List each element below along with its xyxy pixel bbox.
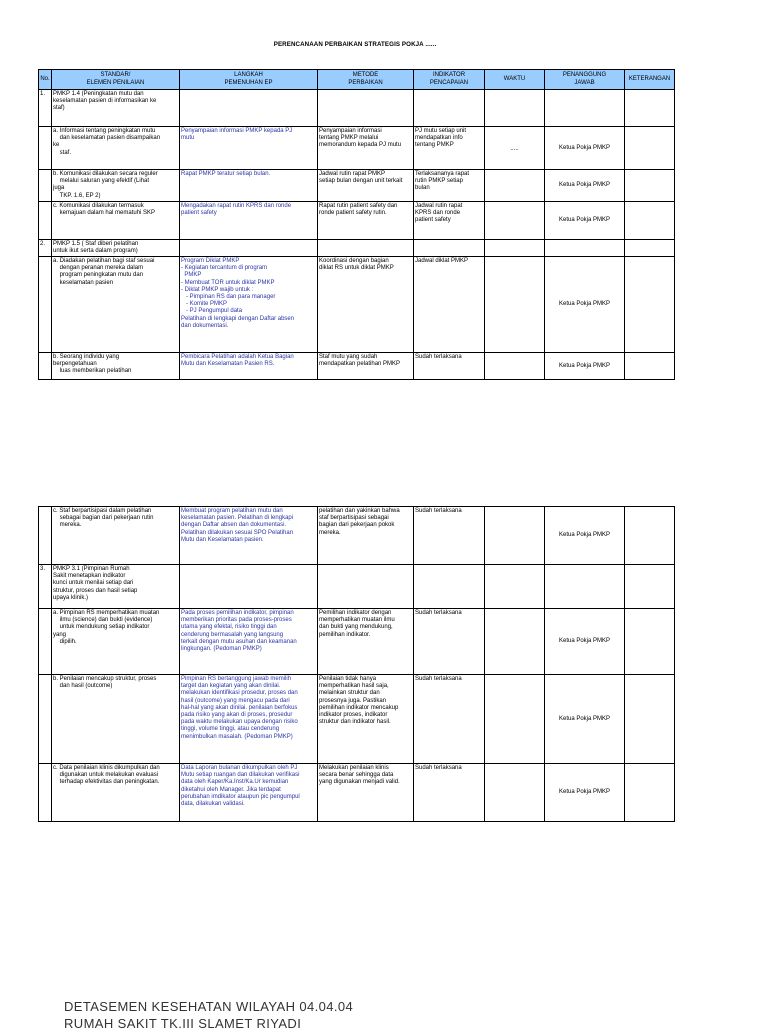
- cell-penanggung-jawab: [545, 90, 625, 127]
- cell-langkah: Penyampaian informasi PMKP kepada PJ mutu: [180, 127, 318, 170]
- cell-keterangan: [625, 609, 675, 675]
- cell-penanggung-jawab: Ketua Pokja PMKP: [545, 170, 625, 202]
- cell-keterangan: [625, 170, 675, 202]
- table-row: [39, 240, 675, 257]
- table-row: [39, 675, 675, 764]
- table-row: [39, 127, 675, 170]
- cell-langkah: Mengadakan rapat rutin KPRS dan ronde patient safety: [180, 202, 318, 240]
- cell-langkah: Pada proses pemilihan indikator, pimpinan memberikan prioritas pada proses-proses utama yang efektal, risiko tinggi dan cenderung bermasalah yang langsung terkait dengan mutu asuhan dan keamanan lingkungan. (Pedoman PMKP): [180, 609, 318, 675]
- cell-waktu: .....: [485, 127, 545, 170]
- cell-no: [39, 170, 52, 202]
- cell-penanggung-jawab: [545, 240, 625, 257]
- cell-langkah: Pimpinan RS bertanggung jawab memilih target dan kegiatan yang akan dinilai. melakukan identifikasi prosedur, proses dan hasil (outcome) yang mengacu pada dari hal-hal yang akan dinilai. penilaian berfokus pada risiko yang akan di proses, prosedur pada waktu melakukan upaya dengan risiko tinggi, volume tinggi, atau cenderung menimbulkan masalah. (Pedoman PMKP): [180, 675, 318, 764]
- cell-penanggung-jawab: Ketua Pokja PMKP: [545, 353, 625, 380]
- cell-keterangan: [625, 90, 675, 127]
- cell-standar: c. Komunikasi dilakukan termasuk kemajuan dalam hal mematuhi SKP: [52, 202, 180, 240]
- cell-penanggung-jawab: Ketua Pokja PMKP: [545, 202, 625, 240]
- cell-keterangan: [625, 507, 675, 565]
- cell-langkah: [180, 240, 318, 257]
- cell-metode: Koordinasi dengan bagian diklat RS untuk diklat PMKP: [318, 257, 414, 353]
- cell-waktu: [485, 170, 545, 202]
- cell-waktu: [485, 565, 545, 609]
- cell-indikator: Terlaksananya rapat rutin PMKP setiap bulan: [414, 170, 485, 202]
- cell-no: [39, 127, 52, 170]
- cell-keterangan: [625, 675, 675, 764]
- header-waktu: WAKTU: [485, 70, 545, 90]
- cell-keterangan: [625, 202, 675, 240]
- footer-institution-line-1: DETASEMEN KESEHATAN WILAYAH 04.04.04: [64, 999, 354, 1014]
- cell-waktu: [485, 764, 545, 822]
- cell-standar: a. Diadakan pelatihan bagi staf sesuai dengan peranan mereka dalam program peningkatan mutu dan keselamatan pasien: [52, 257, 180, 353]
- cell-no: [39, 507, 52, 565]
- cell-penanggung-jawab: Ketua Pokja PMKP: [545, 127, 625, 170]
- cell-metode: Penilaian tidak hanya memperhatikan hasil saja, melainkan struktur dan prosesnya juga. Pastikan pemilihan indikator mencakup indikator proses, indikator struktur dan indikator hasil.: [318, 675, 414, 764]
- cell-penanggung-jawab: Ketua Pokja PMKP: [545, 507, 625, 565]
- header-penanggung-jawab: PENANGGUNG JAWAB: [545, 70, 625, 90]
- cell-metode: Rapat rutin patient safety dan ronde patient safety rutin.: [318, 202, 414, 240]
- cell-keterangan: [625, 353, 675, 380]
- header-metode: METODE PERBAIKAN: [318, 70, 414, 90]
- cell-metode: Staf mutu yang sudah mendapatkan pelatihan PMKP: [318, 353, 414, 380]
- cell-indikator: [414, 565, 485, 609]
- cell-penanggung-jawab: Ketua Pokja PMKP: [545, 257, 625, 353]
- cell-penanggung-jawab: Ketua Pokja PMKP: [545, 675, 625, 764]
- cell-indikator: PJ mutu setiap unit mendapatkan info tentang PMKP: [414, 127, 485, 170]
- table-row: [39, 507, 675, 565]
- cell-no: [39, 764, 52, 822]
- cell-waktu: [485, 353, 545, 380]
- cell-standar: PMKP 3.1 (Pimpinan Rumah Sakit menetapkan indikator kunci untuk menilai setiap dari struktur, proses dan hasil setiap upaya klinik.): [52, 565, 180, 609]
- cell-standar: PMKP 1.4 (Peningkatan mutu dan keselamatan pasien di informasikan ke staf): [52, 90, 180, 127]
- cell-standar: c. Data penilaian klinis dikumpulkan dan digunakan untuk melakukan evaluasi terhadap efektivitas dan peningkatan.: [52, 764, 180, 822]
- cell-langkah: Membuat program pelatihan mutu dan keselamatan pasien. Pelatihan di lengkapi dengan Daftar absen dan dokumentasi. Pelatihan dilakukan sesuai SPO Pelatihan Mutu dan Keselamatan pasien.: [180, 507, 318, 565]
- cell-indikator: Sudah terlaksana: [414, 764, 485, 822]
- table-row: [39, 353, 675, 380]
- plan-table-part-1: [38, 69, 675, 380]
- cell-langkah: [180, 90, 318, 127]
- cell-metode: [318, 240, 414, 257]
- cell-keterangan: [625, 240, 675, 257]
- cell-waktu: [485, 202, 545, 240]
- cell-standar: b. Penilaian mencakup struktur, proses dan hasil (outcome): [52, 675, 180, 764]
- cell-no: [39, 257, 52, 353]
- cell-waktu: [485, 675, 545, 764]
- cell-indikator: Sudah terlaksana: [414, 507, 485, 565]
- cell-waktu: [485, 257, 545, 353]
- cell-standar: a. Pimpinan RS memperhatikan muatan ilmu (science) dan bukti (evidence) untuk mendukung setiap indikator yang dipilih.: [52, 609, 180, 675]
- cell-keterangan: [625, 127, 675, 170]
- cell-no: [39, 675, 52, 764]
- header-standar: STANDAR/ ELEMEN PENILAIAN: [52, 70, 180, 90]
- table-row: [39, 764, 675, 822]
- table-row: [39, 257, 675, 353]
- cell-standar: a. Informasi tentang peningkatan mutu dan keselamatan pasien disampaikan ke staf.: [52, 127, 180, 170]
- header-no: No.: [39, 70, 52, 90]
- cell-no: [39, 609, 52, 675]
- cell-indikator: Sudah terlaksana: [414, 609, 485, 675]
- table-row: [39, 90, 675, 127]
- cell-indikator: Sudah terlaksana: [414, 353, 485, 380]
- cell-indikator: Jadwal rutin rapat KPRS dan ronde patient safety: [414, 202, 485, 240]
- cell-no: [39, 202, 52, 240]
- page-title: PERENCANAAN PERBAIKAN STRATEGIS POKJA ......: [273, 41, 437, 48]
- header-langkah: LANGKAH PEMENUHAN EP: [180, 70, 318, 90]
- cell-indikator: [414, 90, 485, 127]
- cell-indikator: Jadwal diklat PMKP: [414, 257, 485, 353]
- cell-penanggung-jawab: [545, 565, 625, 609]
- cell-standar: c. Staf berpartisipasi dalam pelatihan sebagai bagian dari pekerjaan rutin mereka.: [52, 507, 180, 565]
- cell-standar: PMKP 1.5 ( Staf diberi pelatihan untuk ikut serta dalam program): [52, 240, 180, 257]
- cell-langkah: Data Laporan bulanan dikumpulkan oleh PJ Mutu setiap ruangan dan dilakukan verifikasi data oleh Kaper/Ka.Inst/Ka.Ur kemudian diketahui oleh Manager. Jika terdapat perubahan imdikator ataupun pic pengumpul data, dilakukan validasi.: [180, 764, 318, 822]
- cell-langkah: Rapat PMKP teratur setiap bulan.: [180, 170, 318, 202]
- cell-metode: [318, 90, 414, 127]
- cell-penanggung-jawab: Ketua Pokja PMKP: [545, 764, 625, 822]
- header-indikator: INDIKATOR PENCAPAIAN: [414, 70, 485, 90]
- table-row: [39, 170, 675, 202]
- cell-standar: b. Komunikasi dilakukan secara reguler melalui saluran yang efektif (Lihat juga TKP. 1.6, EP 2): [52, 170, 180, 202]
- cell-standar: b. Seorang individu yang berpengetahuan luas memberikan pelatihan: [52, 353, 180, 380]
- cell-waktu: [485, 507, 545, 565]
- table-row: [39, 609, 675, 675]
- cell-keterangan: [625, 257, 675, 353]
- cell-keterangan: [625, 565, 675, 609]
- cell-waktu: [485, 90, 545, 127]
- header-keterangan: KETERANGAN: [625, 70, 675, 90]
- cell-penanggung-jawab: Ketua Pokja PMKP: [545, 609, 625, 675]
- cell-metode: pelatihan dan yakinkan bahwa staf berpartisipasi sebagai bagian dari pekerjaan pokok mereka.: [318, 507, 414, 565]
- cell-waktu: [485, 240, 545, 257]
- cell-metode: [318, 565, 414, 609]
- plan-table-part-2: [38, 506, 675, 822]
- cell-indikator: [414, 240, 485, 257]
- cell-langkah: [180, 565, 318, 609]
- cell-langkah: Program Diklat PMKP - Kegiatan tercantum di program PMKP - Membuat TOR untuk diklat PMKP - Diklat PMKP wajib untuk : - Pimpinan RS dan para manager - Komite PMKP - PJ Pengumpul data Pelatihan di lengkapi dengan Daftar absen dan dokumentasi.: [180, 257, 318, 353]
- cell-indikator: Sudah terlaksana: [414, 675, 485, 764]
- cell-metode: Jadwal rutin rapat PMKP setiap bulan dengan unit terkait: [318, 170, 414, 202]
- cell-keterangan: [625, 764, 675, 822]
- cell-metode: Pemilihan indikator dengan memperhatikan muatan ilmu dan bukti yang mendukung, pemilihan indikator.: [318, 609, 414, 675]
- cell-metode: Melakukan penilaian klinis secara benar sehingga data yang digunakan menjadi valid.: [318, 764, 414, 822]
- cell-no: 2.: [39, 240, 52, 257]
- cell-no: [39, 353, 52, 380]
- cell-langkah: Pembicara Pelatihan adalah Ketua Bagian Mutu dan Keselamatan Pasien RS.: [180, 353, 318, 380]
- cell-metode: Penyampaian informasi tentang PMKP melalui memorandum kepada PJ mutu: [318, 127, 414, 170]
- cell-no: 3.: [39, 565, 52, 609]
- table-row: [39, 565, 675, 609]
- table-row: [39, 202, 675, 240]
- cell-waktu: [485, 609, 545, 675]
- footer-institution-line-2: RUMAH SAKIT TK.III SLAMET RIYADI: [64, 1016, 302, 1031]
- cell-no: 1.: [39, 90, 52, 127]
